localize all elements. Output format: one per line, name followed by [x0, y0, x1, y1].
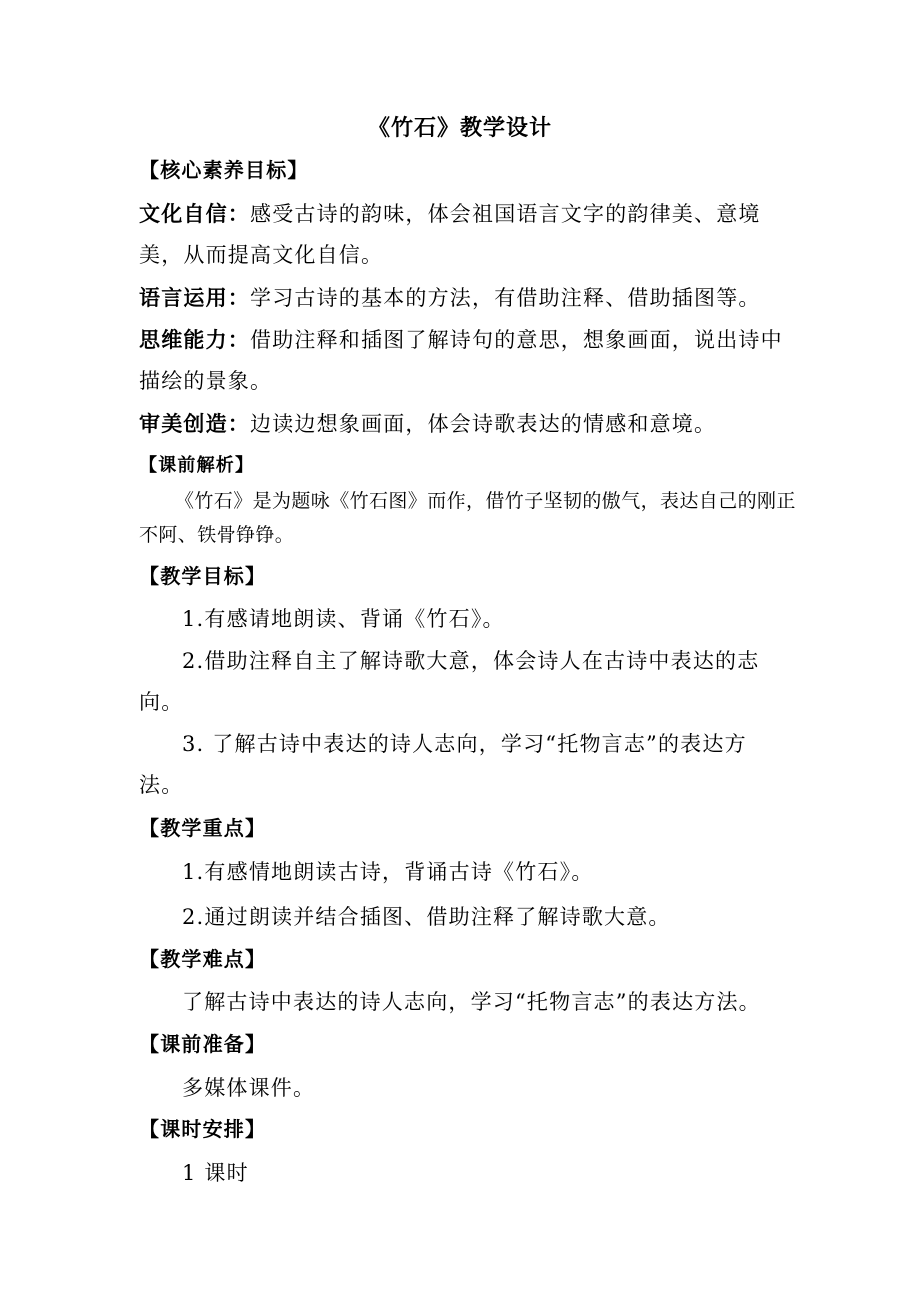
thinking-ability-label: 思维能力：: [139, 328, 250, 352]
key-points-heading: 【教学重点】: [139, 816, 267, 840]
goal-3-line-2: 法。: [139, 773, 184, 797]
goal-3-line-1: 3. 了解古诗中表达的诗人志向，学习“托物言志”的表达方: [182, 732, 747, 756]
goal-1: 1.有感请地朗读、背诵《竹石》。: [182, 607, 505, 631]
language-use-label: 语言运用：: [139, 286, 250, 310]
pre-class-analysis-line-2: 不阿、铁骨铮铮。: [139, 524, 295, 546]
language-use-line: [139, 284, 761, 312]
thinking-ability-line-1: [139, 326, 783, 354]
cultural-confidence-line-2: 美，从而提高文化自信。: [139, 243, 384, 267]
pre-class-analysis-line-1: 《竹石》是为题咏《竹石图》而作，借竹子坚韧的傲气，表达自己的刚正: [175, 490, 796, 512]
cultural-confidence-text: 感受古诗的韵味，体会祖国语言文字的韵律美、意境: [250, 202, 761, 226]
aesthetic-creation-text: 边读边想象画面，体会诗歌表达的情感和意境。: [250, 412, 717, 436]
thinking-ability-text: 借助注释和插图了解诗句的意思，想象画面，说出诗中: [250, 328, 783, 352]
pre-class-analysis-heading: 【课前解析】: [139, 455, 255, 476]
aesthetic-creation-line: [139, 410, 716, 438]
aesthetic-creation-label: 审美创造：: [139, 412, 250, 436]
cultural-confidence-line-1: [139, 200, 761, 228]
key-point-2: 2.通过朗读并结合插图、借助注释了解诗歌大意。: [182, 905, 671, 929]
language-use-text: 学习古诗的基本的方法，有借助注释、借助插图等。: [250, 286, 761, 310]
teaching-goals-heading: 【教学目标】: [139, 564, 267, 588]
core-literacy-heading: 【核心素养目标】: [139, 158, 309, 182]
document-title: 《竹石》教学设计: [367, 116, 552, 141]
cultural-confidence-label: 文化自信：: [139, 202, 250, 226]
key-point-1: 1.有感情地朗读古诗，背诵古诗《竹石》。: [182, 860, 594, 884]
schedule-heading: 【课时安排】: [139, 1117, 267, 1141]
goal-2-line-1: 2.借助注释自主了解诗歌大意，体会诗人在古诗中表达的志: [182, 649, 760, 673]
difficulty-text: 了解古诗中表达的诗人志向，学习“托物言志”的表达方法。: [182, 990, 761, 1014]
preparation-heading: 【课前准备】: [139, 1032, 267, 1056]
difficulty-heading: 【教学难点】: [139, 947, 267, 971]
schedule-text: 1 课时: [182, 1161, 249, 1185]
thinking-ability-line-2: 描绘的景象。: [139, 369, 273, 393]
goal-2-line-2: 向。: [139, 690, 184, 714]
preparation-text: 多媒体课件。: [182, 1076, 316, 1100]
